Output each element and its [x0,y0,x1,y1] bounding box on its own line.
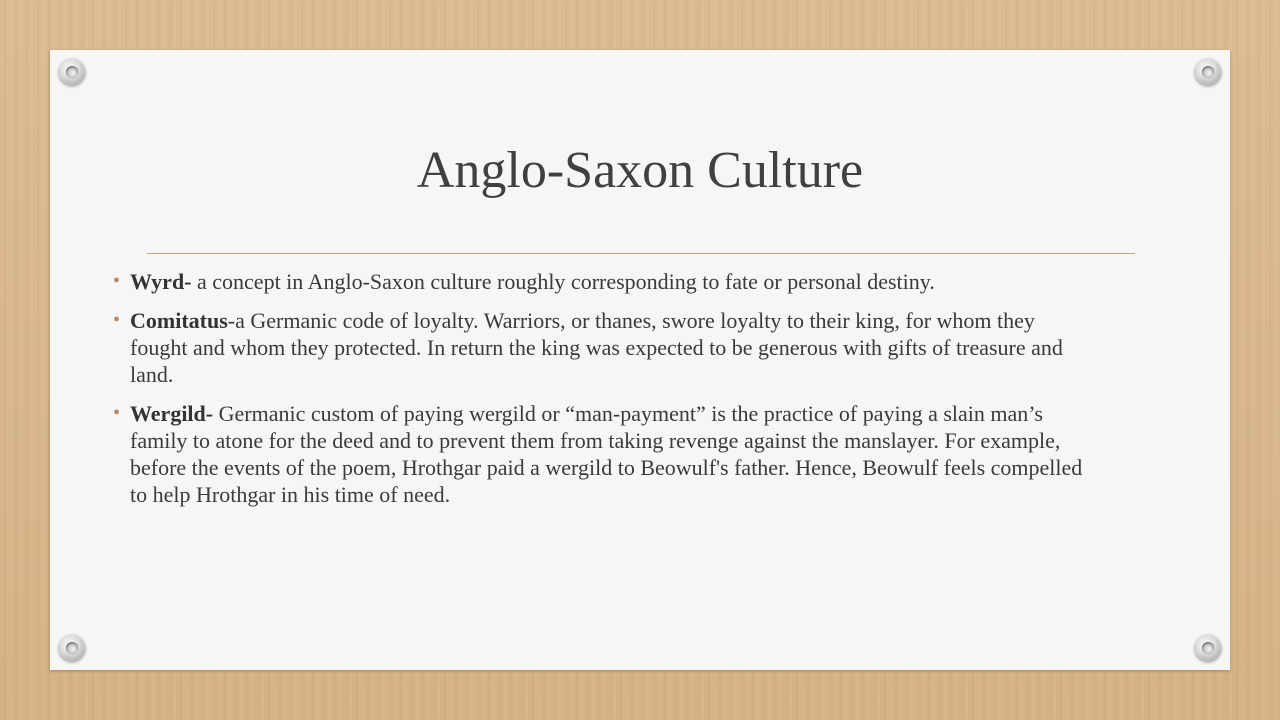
bullet-icon: • [113,402,121,424]
bullet-item-comitatus [113,307,1090,388]
slide [50,50,1230,670]
pin-bottom-left-icon [59,635,85,661]
bullet-icon: • [113,309,121,331]
bullet-list [113,268,1090,520]
bullet-text: -a Germanic code of loyalty. Warriors, or thanes, swore loyalty to their king, for whom they fought and whom they protected. In return the king was expected to be generous with gifts of treasure and land. [130,308,1063,387]
bullet-term: Comitatus [130,308,228,333]
bullet-text: Germanic custom of paying wergild or “man-payment” is the practice of paying a slain man’s family to atone for the deed and to prevent them from taking revenge against the manslayer. For example, before the events of the poem, Hrothgar paid a wergild to Beowulf's father. Hence, Beowulf feels compelled to help Hrothgar in his time of need. [130,401,1083,507]
bullet-term: Wergild- [130,401,214,426]
pin-top-left-icon [59,59,85,85]
bullet-item-wyrd [113,268,1090,295]
pin-bottom-right-icon [1195,635,1221,661]
slide-title: Anglo-Saxon Culture [416,142,864,199]
bullet-term: Wyrd- [130,269,192,294]
pin-top-right-icon [1195,59,1221,85]
title-divider [147,253,1135,254]
bullet-text: a concept in Anglo-Saxon culture roughly corresponding to fate or personal destiny. [191,269,935,294]
bullet-icon: • [113,270,121,292]
bullet-item-wergild [113,400,1090,508]
